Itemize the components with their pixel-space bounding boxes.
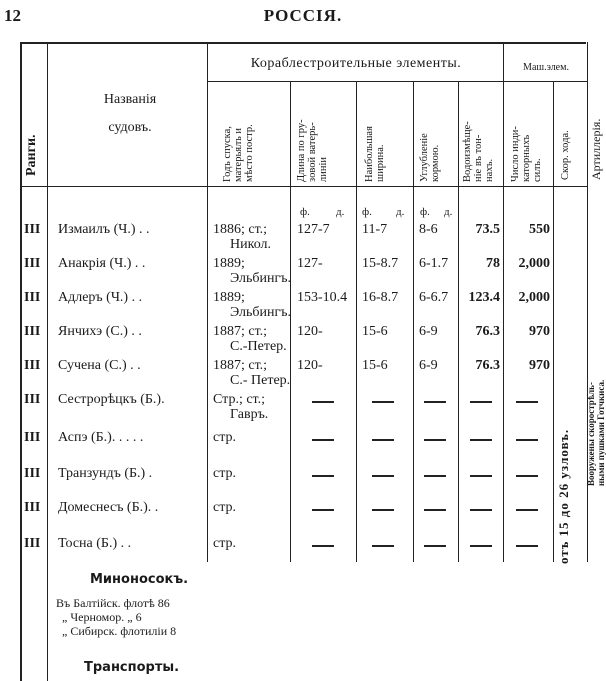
row-hp: 2,000 bbox=[518, 256, 550, 271]
mach-header-underline bbox=[503, 81, 587, 82]
row-hp: 970 bbox=[529, 324, 550, 339]
unit-draft-f: ф. bbox=[420, 206, 430, 218]
row-draft: 6-1.7 bbox=[419, 256, 449, 271]
row-displacement: 76.3 bbox=[475, 324, 500, 339]
header-machinery: Маш.элем. bbox=[523, 62, 569, 73]
row-empty-dash bbox=[312, 509, 334, 511]
col-divider-width bbox=[413, 81, 414, 562]
row-year-place: С.-Петер. bbox=[230, 339, 287, 354]
row-name: Аспэ (Б.). . . . . bbox=[58, 430, 144, 445]
row-draft: 6-9 bbox=[419, 324, 438, 339]
row-draft: 6-9 bbox=[419, 358, 438, 373]
row-width: 15-6 bbox=[362, 324, 388, 339]
header-speed: Скор. хода. bbox=[560, 130, 571, 180]
row-year: 1887; ст.; bbox=[213, 358, 268, 373]
row-name: Транзундъ (Б.) . bbox=[58, 466, 153, 481]
row-year-place: С.- Петер. bbox=[230, 373, 291, 388]
row-name: Тосна (Б.) . . bbox=[58, 536, 132, 551]
row-hp: 550 bbox=[529, 222, 550, 237]
row-rank: III bbox=[24, 500, 41, 515]
row-empty-dash bbox=[424, 545, 446, 547]
header-shipbuilding: Кораблестроительные элементы. bbox=[250, 56, 462, 71]
row-year: 1889; bbox=[213, 256, 245, 271]
row-empty-dash bbox=[372, 545, 394, 547]
row-empty-dash bbox=[372, 401, 394, 403]
row-empty-dash bbox=[424, 401, 446, 403]
row-rank: III bbox=[24, 392, 41, 407]
row-year: стр. bbox=[213, 536, 237, 551]
row-name: Янчихэ (С.) . . bbox=[58, 324, 142, 339]
row-empty-dash bbox=[516, 475, 538, 477]
row-year-place: Гавръ. bbox=[230, 407, 269, 422]
col-divider-hp bbox=[553, 81, 554, 562]
row-empty-dash bbox=[516, 545, 538, 547]
row-empty-dash bbox=[312, 545, 334, 547]
row-name: Измаилъ (Ч.) . . bbox=[58, 222, 150, 237]
row-empty-dash bbox=[470, 509, 492, 511]
row-year: стр. bbox=[213, 466, 237, 481]
row-empty-dash bbox=[470, 475, 492, 477]
row-length: 127- bbox=[297, 256, 323, 271]
row-empty-dash bbox=[312, 401, 334, 403]
row-length: 120- bbox=[297, 358, 323, 373]
row-empty-dash bbox=[372, 439, 394, 441]
header-hp: Число инди- каторныхъ силъ. bbox=[510, 126, 543, 182]
row-rank: III bbox=[24, 358, 41, 373]
table-top-border bbox=[20, 42, 586, 44]
row-length: 153-10.4 bbox=[297, 290, 348, 305]
unit-draft-d: д. bbox=[444, 206, 453, 218]
col-divider-draft bbox=[458, 81, 459, 562]
row-width: 16-8.7 bbox=[362, 290, 399, 305]
col-divider-rank bbox=[47, 42, 48, 681]
row-rank: III bbox=[24, 290, 41, 305]
torpedo-line-blacksea: „ Черномор. „ 6 bbox=[62, 610, 142, 624]
row-year: стр. bbox=[213, 500, 237, 515]
row-empty-dash bbox=[372, 509, 394, 511]
page-number: 12 bbox=[4, 6, 21, 25]
header-length: Длина по гру- зовой ватерь- линіи bbox=[296, 119, 329, 182]
row-name: Адлеръ (Ч.) . . bbox=[58, 290, 143, 305]
row-rank: III bbox=[24, 536, 41, 551]
row-displacement: 73.5 bbox=[475, 222, 500, 237]
torpedo-line-baltic: Въ Балтійск. флотѣ 86 bbox=[56, 596, 170, 610]
row-length: 127-7 bbox=[297, 222, 330, 237]
torpedo-title: Миноносокъ. bbox=[90, 572, 189, 587]
row-hp: 2,000 bbox=[518, 290, 550, 305]
row-rank: III bbox=[24, 430, 41, 445]
row-hp: 970 bbox=[529, 358, 550, 373]
header-names-line1: Названія bbox=[103, 92, 157, 107]
row-empty-dash bbox=[470, 545, 492, 547]
row-name: Домеснесъ (Б.). . bbox=[58, 500, 159, 515]
row-empty-dash bbox=[470, 401, 492, 403]
row-draft: 8-6 bbox=[419, 222, 438, 237]
row-displacement: 76.3 bbox=[475, 358, 500, 373]
col-divider-ship bbox=[503, 42, 504, 562]
row-year: 1887; ст.; bbox=[213, 324, 268, 339]
unit-length-d: д. bbox=[336, 206, 345, 218]
header-ranks: Ранги. bbox=[24, 134, 39, 176]
header-draft: Углубленіе кормою. bbox=[419, 133, 441, 182]
speed-note: отъ 15 до 26 узловъ. bbox=[556, 428, 571, 564]
unit-length-f: ф. bbox=[300, 206, 310, 218]
row-name: Анакрія (Ч.) . . bbox=[58, 256, 146, 271]
header-year: Годъ спуска, матерьялъ и мѣсто постр. bbox=[222, 124, 255, 182]
unit-width-f: ф. bbox=[362, 206, 372, 218]
row-empty-dash bbox=[516, 439, 538, 441]
row-displacement: 78 bbox=[486, 256, 500, 271]
row-rank: III bbox=[24, 256, 41, 271]
row-year: стр. bbox=[213, 430, 237, 445]
row-empty-dash bbox=[470, 439, 492, 441]
row-width: 15-8.7 bbox=[362, 256, 399, 271]
row-empty-dash bbox=[372, 475, 394, 477]
col-divider-year bbox=[290, 81, 291, 562]
row-length: 120- bbox=[297, 324, 323, 339]
row-name: Сестрорѣцкъ (Б.). bbox=[58, 392, 165, 407]
row-empty-dash bbox=[312, 475, 334, 477]
row-year: Стр.; ст.; bbox=[213, 392, 266, 407]
row-name: Сучена (С.) . . bbox=[58, 358, 141, 373]
row-rank: III bbox=[24, 324, 41, 339]
row-empty-dash bbox=[424, 509, 446, 511]
row-rank: III bbox=[24, 222, 41, 237]
row-displacement: 123.4 bbox=[468, 290, 500, 305]
row-empty-dash bbox=[424, 439, 446, 441]
row-rank: III bbox=[24, 466, 41, 481]
row-empty-dash bbox=[516, 401, 538, 403]
row-empty-dash bbox=[312, 439, 334, 441]
torpedo-line-siberia: „ Сибирск. флотиліи 8 bbox=[62, 624, 177, 638]
artillery-note: Вооружены скорострѣль- ными пушками Готчкиса. bbox=[586, 379, 606, 486]
row-width: 15-6 bbox=[362, 358, 388, 373]
header-width: Наибольшая ширина. bbox=[364, 126, 386, 182]
row-year: 1889; bbox=[213, 290, 245, 305]
header-bottom-border bbox=[20, 186, 587, 187]
col-divider-length bbox=[356, 81, 357, 562]
row-draft: 6-6.7 bbox=[419, 290, 449, 305]
row-empty-dash bbox=[424, 475, 446, 477]
row-width: 11-7 bbox=[362, 222, 388, 237]
row-year-place: Эльбингъ. bbox=[230, 305, 292, 320]
page-title: РОССІЯ. bbox=[263, 6, 343, 25]
header-artillery: Артиллерія. bbox=[589, 118, 603, 180]
transports-title: Транспорты. bbox=[84, 660, 180, 675]
row-year-place: Эльбингъ. bbox=[230, 271, 292, 286]
col-divider-names bbox=[207, 42, 208, 562]
row-year-place: Никол. bbox=[230, 237, 271, 252]
row-year: 1886; ст.; bbox=[213, 222, 268, 237]
header-names-line2: судовъ. bbox=[108, 120, 152, 135]
header-displacement: Водоизмѣще- ніе въ тон- нахъ. bbox=[462, 121, 495, 182]
row-empty-dash bbox=[516, 509, 538, 511]
unit-width-d: д. bbox=[396, 206, 405, 218]
